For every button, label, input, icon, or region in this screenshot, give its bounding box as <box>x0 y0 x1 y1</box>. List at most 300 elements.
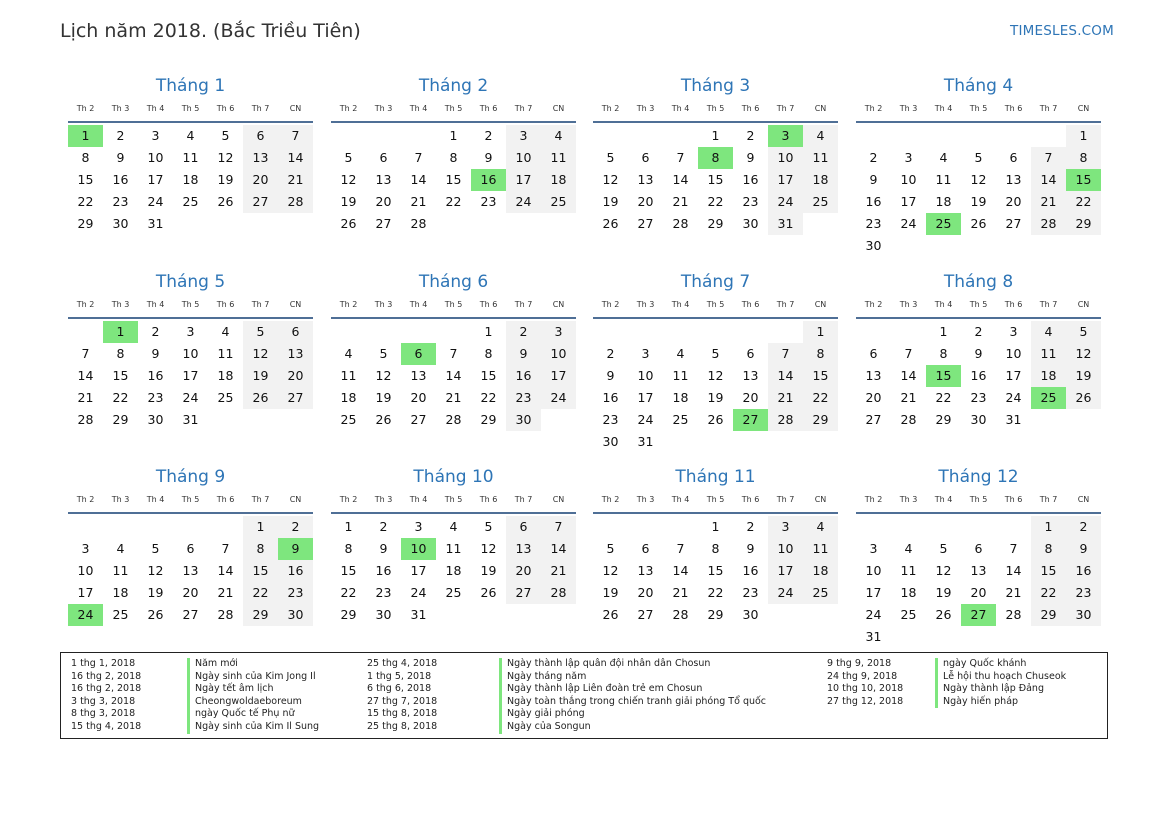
empty-cell <box>856 321 891 343</box>
empty-cell <box>208 516 243 538</box>
day-cell: 11 <box>1031 343 1066 365</box>
day-cell: 5 <box>711 346 720 361</box>
day-cell: 21 <box>672 585 689 600</box>
legend-item: 24 thg 9, 2018 <box>827 670 898 682</box>
day-cell: 16 <box>865 194 882 209</box>
empty-cell <box>733 321 768 343</box>
day-cell: 19 <box>935 585 952 600</box>
weekday-label: Th 7 <box>514 104 533 113</box>
day-cell: 18 <box>803 169 838 191</box>
weekday-label: CN <box>289 104 302 113</box>
day-cell: 13 <box>1005 172 1022 187</box>
day-cell: 28 <box>1031 213 1066 235</box>
day-cell: 30 <box>602 434 619 449</box>
day-cell: 15 <box>707 172 724 187</box>
day-cell: 7 <box>904 346 913 361</box>
day-cell: 9 <box>974 346 983 361</box>
day-cell: 28 <box>217 607 234 622</box>
day-cell: 7 <box>221 541 230 556</box>
empty-cell <box>366 125 401 147</box>
day-cell: 22 <box>480 390 497 405</box>
month-title: Tháng 5 <box>155 272 226 292</box>
weekday-label: CN <box>1077 104 1090 113</box>
day-cell: 5 <box>606 541 615 556</box>
weekday-label: Th 4 <box>409 104 428 113</box>
legend-names-col-1 <box>187 658 319 734</box>
weekday-label: Th 3 <box>636 300 655 309</box>
day-cell: 17 <box>410 563 427 578</box>
day-cell: 30 <box>375 607 392 622</box>
day-cell: 17 <box>637 390 654 405</box>
legend-item: 27 thg 12, 2018 <box>827 695 904 707</box>
day-cell: 10 <box>637 368 654 383</box>
day-cell: 11 <box>803 538 838 560</box>
day-grid <box>856 516 1101 648</box>
day-cell: 18 <box>112 585 129 600</box>
day-cell: 5 <box>344 150 353 165</box>
day-cell: 14 <box>445 368 462 383</box>
day-cell: 23 <box>742 194 759 209</box>
day-cell: 6 <box>243 125 278 147</box>
day-cell: 14 <box>278 147 313 169</box>
empty-cell <box>926 125 961 147</box>
day-cell: 7 <box>676 150 685 165</box>
day-cell: 3 <box>414 519 423 534</box>
weekday-label: Th 7 <box>514 300 533 309</box>
day-cell: 6 <box>746 346 755 361</box>
weekday-label: Th 6 <box>1004 495 1023 504</box>
day-cell: 22 <box>707 194 724 209</box>
day-cell: 31 <box>637 434 654 449</box>
month-8 <box>856 269 1101 431</box>
legend-dates-col-2 <box>367 658 437 734</box>
weekday-header <box>593 297 838 317</box>
day-cell: 17 <box>77 585 94 600</box>
day-cell: 23 <box>147 390 164 405</box>
day-cell: 8 <box>711 541 720 556</box>
month-divider <box>331 317 576 319</box>
legend-item: ngày Quốc khánh <box>935 658 1066 671</box>
day-cell: 30 <box>865 238 882 253</box>
day-cell: 29 <box>480 412 497 427</box>
day-cell: 21 <box>541 560 576 582</box>
day-cell: 29 <box>1031 604 1066 626</box>
weekday-label: Th 2 <box>76 104 95 113</box>
legend-item: 10 thg 10, 2018 <box>827 683 904 695</box>
day-cell: 17 <box>182 368 199 383</box>
day-cell: 23 <box>742 585 759 600</box>
legend-dates-col-1 <box>71 658 141 734</box>
weekday-label: Th 4 <box>671 104 690 113</box>
day-cell: 26 <box>602 216 619 231</box>
day-cell: 13 <box>637 563 654 578</box>
day-cell: 28 <box>410 216 427 231</box>
day-cell: 30 <box>742 216 759 231</box>
legend-item: Lễ hội thu hoạch Chuseok <box>935 671 1066 684</box>
empty-cell <box>996 516 1031 538</box>
weekday-label: CN <box>1077 300 1090 309</box>
legend-item: Ngày giải phóng <box>499 708 766 721</box>
day-cell: 29 <box>112 412 129 427</box>
day-cell: 5 <box>974 150 983 165</box>
day-cell: 22 <box>112 390 129 405</box>
day-cell: 27 <box>243 191 278 213</box>
month-title: Tháng 9 <box>155 467 226 487</box>
weekday-label: Th 3 <box>899 300 918 309</box>
day-cell: 30 <box>1066 604 1101 626</box>
empty-cell <box>401 125 436 147</box>
day-cell: 15 <box>480 368 497 383</box>
day-cell: 22 <box>803 387 838 409</box>
day-cell: 13 <box>243 147 278 169</box>
day-grid <box>331 516 576 626</box>
day-cell: 4 <box>939 150 948 165</box>
day-cell: 10 <box>865 563 882 578</box>
legend-names-col-3 <box>935 658 1066 708</box>
day-cell: 31 <box>768 213 803 235</box>
month-6 <box>331 269 576 431</box>
empty-cell <box>768 321 803 343</box>
weekday-label: Th 6 <box>216 495 235 504</box>
weekday-label: Th 2 <box>76 495 95 504</box>
day-cell: 27 <box>506 582 541 604</box>
day-cell: 20 <box>506 560 541 582</box>
weekday-header <box>331 492 576 512</box>
weekday-label: CN <box>289 300 302 309</box>
day-cell: 14 <box>900 368 917 383</box>
day-cell: 13 <box>506 538 541 560</box>
day-cell: 2 <box>746 128 755 143</box>
weekday-label: Th 7 <box>1039 300 1058 309</box>
weekday-label: Th 4 <box>671 300 690 309</box>
page-title: Lịch năm 2018. (Bắc Triều Tiên) <box>60 20 361 42</box>
month-divider <box>856 121 1101 123</box>
day-cell: 4 <box>803 516 838 538</box>
weekday-label: Th 5 <box>969 495 988 504</box>
day-cell: 10 <box>900 172 917 187</box>
day-grid <box>68 516 313 626</box>
holiday-day-cell: 25 <box>1031 387 1066 409</box>
day-cell: 28 <box>1005 607 1022 622</box>
legend-item: 15 thg 8, 2018 <box>367 708 438 720</box>
day-grid <box>856 125 1101 257</box>
day-cell: 15 <box>243 560 278 582</box>
day-cell: 17 <box>900 194 917 209</box>
day-cell: 15 <box>445 172 462 187</box>
day-cell: 1 <box>803 321 838 343</box>
legend-item: ngày Quốc tế Phụ nữ <box>187 708 319 721</box>
day-cell: 18 <box>803 560 838 582</box>
day-cell: 9 <box>379 541 388 556</box>
day-cell: 8 <box>1066 147 1101 169</box>
weekday-label: Th 5 <box>969 300 988 309</box>
month-divider <box>331 121 576 123</box>
day-cell: 12 <box>340 172 357 187</box>
day-cell: 5 <box>151 541 160 556</box>
legend-item: 1 thg 5, 2018 <box>367 670 432 682</box>
day-cell: 31 <box>182 412 199 427</box>
legend-item: Ngày thành lập Liên đoàn trẻ em Chosun <box>499 683 766 696</box>
legend-names-col-2 <box>499 658 766 734</box>
month-title: Tháng 12 <box>938 467 1019 487</box>
day-cell: 23 <box>375 585 392 600</box>
day-cell: 28 <box>77 412 94 427</box>
holiday-day-cell: 15 <box>926 365 961 387</box>
holiday-day-cell: 3 <box>768 125 803 147</box>
day-cell: 8 <box>484 346 493 361</box>
day-cell: 29 <box>340 607 357 622</box>
day-cell: 3 <box>904 150 913 165</box>
day-cell: 4 <box>1031 321 1066 343</box>
day-cell: 21 <box>768 387 803 409</box>
day-cell: 19 <box>602 194 619 209</box>
day-cell: 25 <box>340 412 357 427</box>
empty-cell <box>68 321 103 343</box>
month-3 <box>593 73 838 235</box>
day-cell: 4 <box>449 519 458 534</box>
day-cell: 9 <box>506 343 541 365</box>
empty-cell <box>856 516 891 538</box>
month-12 <box>856 464 1101 648</box>
day-cell: 11 <box>803 147 838 169</box>
day-cell: 26 <box>935 607 952 622</box>
weekday-label: CN <box>814 104 827 113</box>
day-cell: 21 <box>77 390 94 405</box>
empty-cell <box>891 321 926 343</box>
day-cell: 30 <box>112 216 129 231</box>
day-cell: 21 <box>900 390 917 405</box>
weekday-label: Th 4 <box>146 300 165 309</box>
weekday-label: Th 3 <box>636 495 655 504</box>
day-cell: 2 <box>278 516 313 538</box>
day-cell: 27 <box>637 607 654 622</box>
day-cell: 18 <box>935 194 952 209</box>
day-cell: 28 <box>541 582 576 604</box>
empty-cell <box>68 516 103 538</box>
day-cell: 19 <box>217 172 234 187</box>
weekday-label: Th 6 <box>216 104 235 113</box>
weekday-label: Th 2 <box>864 104 883 113</box>
day-cell: 15 <box>1031 560 1066 582</box>
day-cell: 23 <box>602 412 619 427</box>
day-cell: 4 <box>904 541 913 556</box>
day-cell: 3 <box>506 125 541 147</box>
day-cell: 17 <box>768 169 803 191</box>
weekday-label: Th 5 <box>706 300 725 309</box>
weekday-label: Th 6 <box>1004 300 1023 309</box>
day-cell: 4 <box>116 541 125 556</box>
day-cell: 11 <box>672 368 689 383</box>
day-cell: 1 <box>1031 516 1066 538</box>
weekday-label: Th 4 <box>934 104 953 113</box>
day-cell: 16 <box>742 172 759 187</box>
month-7 <box>593 269 838 453</box>
day-cell: 19 <box>340 194 357 209</box>
empty-cell <box>663 516 698 538</box>
empty-cell <box>926 516 961 538</box>
weekday-label: Th 5 <box>181 495 200 504</box>
day-cell: 10 <box>541 343 576 365</box>
weekday-label: Th 4 <box>146 495 165 504</box>
legend-dates-col-3 <box>827 658 903 708</box>
weekday-label: Th 4 <box>409 300 428 309</box>
day-cell: 12 <box>935 563 952 578</box>
day-cell: 6 <box>506 516 541 538</box>
day-cell: 20 <box>1005 194 1022 209</box>
day-cell: 2 <box>606 346 615 361</box>
month-divider <box>68 317 313 319</box>
weekday-label: Th 5 <box>444 104 463 113</box>
day-cell: 3 <box>641 346 650 361</box>
day-cell: 1 <box>484 324 493 339</box>
day-cell: 12 <box>480 541 497 556</box>
month-title: Tháng 4 <box>943 76 1014 96</box>
day-cell: 28 <box>445 412 462 427</box>
empty-cell <box>366 321 401 343</box>
day-cell: 26 <box>1066 387 1101 409</box>
weekday-label: Th 4 <box>146 104 165 113</box>
day-cell: 30 <box>506 409 541 431</box>
day-cell: 16 <box>278 560 313 582</box>
empty-cell <box>961 516 996 538</box>
day-cell: 6 <box>974 541 983 556</box>
day-cell: 29 <box>935 412 952 427</box>
day-cell: 18 <box>217 368 234 383</box>
weekday-label: Th 5 <box>181 300 200 309</box>
day-cell: 12 <box>375 368 392 383</box>
legend-item: Ngày tết âm lịch <box>187 683 319 696</box>
weekday-label: Th 5 <box>444 495 463 504</box>
day-cell: 12 <box>602 172 619 187</box>
day-cell: 6 <box>641 541 650 556</box>
weekday-label: Th 6 <box>1004 104 1023 113</box>
weekday-label: Th 6 <box>216 300 235 309</box>
empty-cell <box>593 125 628 147</box>
day-cell: 28 <box>672 216 689 231</box>
day-cell: 31 <box>147 216 164 231</box>
day-grid <box>331 125 576 235</box>
site-link[interactable]: TIMESLES.COM <box>1010 23 1114 39</box>
day-cell: 26 <box>375 412 392 427</box>
day-cell: 8 <box>1031 538 1066 560</box>
weekday-label: Th 2 <box>601 104 620 113</box>
day-cell: 30 <box>970 412 987 427</box>
day-cell: 10 <box>506 147 541 169</box>
day-cell: 26 <box>340 216 357 231</box>
holiday-day-cell: 10 <box>401 538 436 560</box>
day-cell: 5 <box>484 519 493 534</box>
holiday-day-cell: 27 <box>733 409 768 431</box>
month-divider <box>856 317 1101 319</box>
legend-item: Cheongwoldaeboreum <box>187 696 319 709</box>
weekday-header <box>593 492 838 512</box>
weekday-label: Th 3 <box>111 300 130 309</box>
month-4 <box>856 73 1101 257</box>
empty-cell <box>663 125 698 147</box>
day-cell: 2 <box>869 150 878 165</box>
weekday-label: Th 3 <box>899 104 918 113</box>
weekday-label: Th 4 <box>671 495 690 504</box>
holiday-day-cell: 16 <box>471 169 506 191</box>
day-cell: 12 <box>970 172 987 187</box>
day-cell: 14 <box>541 538 576 560</box>
weekday-label: Th 2 <box>339 300 358 309</box>
empty-cell <box>856 125 891 147</box>
holiday-day-cell: 1 <box>103 321 138 343</box>
day-cell: 15 <box>707 563 724 578</box>
day-cell: 24 <box>865 607 882 622</box>
day-cell: 13 <box>182 563 199 578</box>
day-cell: 2 <box>506 321 541 343</box>
legend-item: Ngày sinh của Kim Jong Il <box>187 671 319 684</box>
weekday-label: Th 5 <box>969 104 988 113</box>
day-grid <box>593 125 838 235</box>
weekday-label: Th 5 <box>706 495 725 504</box>
day-cell: 27 <box>278 387 313 409</box>
empty-cell <box>436 321 471 343</box>
day-cell: 21 <box>217 585 234 600</box>
month-divider <box>331 512 576 514</box>
day-cell: 15 <box>112 368 129 383</box>
day-cell: 23 <box>506 387 541 409</box>
day-cell: 24 <box>147 194 164 209</box>
day-cell: 30 <box>742 607 759 622</box>
empty-cell <box>593 516 628 538</box>
day-cell: 11 <box>217 346 234 361</box>
weekday-header <box>68 492 313 512</box>
day-cell: 20 <box>637 194 654 209</box>
day-cell: 2 <box>379 519 388 534</box>
day-cell: 19 <box>970 194 987 209</box>
day-cell: 26 <box>480 585 497 600</box>
day-cell: 15 <box>340 563 357 578</box>
day-cell: 26 <box>970 216 987 231</box>
legend-item: 1 thg 1, 2018 <box>71 658 136 669</box>
day-cell: 13 <box>742 368 759 383</box>
day-cell: 23 <box>278 582 313 604</box>
day-cell: 24 <box>1005 390 1022 405</box>
day-cell: 8 <box>939 346 948 361</box>
day-cell: 24 <box>768 191 803 213</box>
weekday-label: Th 7 <box>776 300 795 309</box>
day-cell: 12 <box>217 150 234 165</box>
day-cell: 20 <box>243 169 278 191</box>
legend-item: Ngày toàn thắng trong chiến tranh giải phóng Tổ quốc <box>499 696 766 709</box>
legend-item: 27 thg 7, 2018 <box>367 695 438 707</box>
day-cell: 3 <box>1009 324 1018 339</box>
month-title: Tháng 2 <box>418 76 489 96</box>
empty-cell <box>698 321 733 343</box>
day-cell: 22 <box>935 390 952 405</box>
day-cell: 21 <box>672 194 689 209</box>
day-cell: 11 <box>541 147 576 169</box>
day-cell: 24 <box>410 585 427 600</box>
day-cell: 18 <box>182 172 199 187</box>
day-cell: 8 <box>243 538 278 560</box>
day-cell: 28 <box>278 191 313 213</box>
month-divider <box>593 512 838 514</box>
day-cell: 22 <box>77 194 94 209</box>
day-cell: 14 <box>1005 563 1022 578</box>
day-cell: 7 <box>768 343 803 365</box>
day-cell: 21 <box>278 169 313 191</box>
weekday-label: Th 5 <box>181 104 200 113</box>
month-title: Tháng 3 <box>680 76 751 96</box>
day-cell: 19 <box>480 563 497 578</box>
legend-item: 16 thg 2, 2018 <box>71 670 142 682</box>
day-cell: 24 <box>900 216 917 231</box>
day-cell: 30 <box>278 604 313 626</box>
